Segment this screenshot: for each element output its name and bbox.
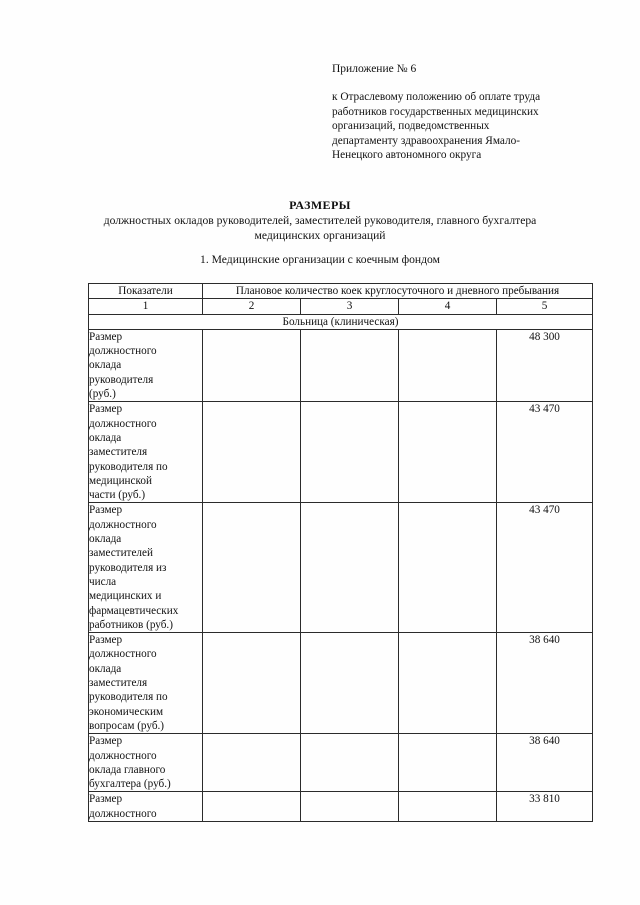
row-label-line: должностного — [89, 417, 157, 430]
row-label-line: руководителя из — [89, 561, 167, 574]
column-number-2: 2 — [203, 299, 301, 314]
row-label-line: заместителя — [89, 446, 148, 459]
row-label-line: должностного — [89, 749, 157, 762]
table-row — [89, 734, 593, 792]
row-label-line: должностного — [89, 807, 157, 820]
row-label — [89, 402, 203, 503]
row-label-line: экономическим — [89, 705, 164, 718]
appendix-body-line: к Отраслевому положению об оплате труда — [332, 91, 541, 103]
row-label — [89, 633, 203, 734]
row-value-col3 — [301, 402, 399, 503]
document-title: РАЗМЕРЫ — [289, 198, 351, 212]
appendix-body-line: работников государственных медицинских — [332, 105, 539, 118]
header-indicators: Показатели — [89, 284, 203, 299]
row-label-line: фармацевтических — [89, 604, 179, 617]
row-label-line: оклада — [89, 431, 122, 444]
row-label-line: оклада — [89, 359, 122, 372]
row-label-line: Размер — [89, 403, 123, 416]
table-row — [89, 792, 593, 822]
row-label-line: медицинских и — [89, 590, 162, 603]
row-label-line: должностного — [89, 518, 157, 531]
appendix-body-line: департаменту здравоохранения Ямало- — [332, 134, 521, 147]
row-value-col2 — [203, 402, 301, 503]
row-value-col4 — [399, 329, 497, 401]
row-label-line: медицинской — [89, 474, 152, 487]
document-subtitle — [0, 213, 640, 243]
row-value-col3 — [301, 503, 399, 633]
row-value-col5: 43 470 — [497, 503, 593, 633]
table-number-row — [89, 299, 593, 314]
table-row — [89, 329, 593, 401]
row-label-line: должностного — [89, 345, 157, 358]
table-body — [89, 314, 593, 821]
table-group-row — [89, 314, 593, 329]
row-value-col3 — [301, 329, 399, 401]
row-value-col3 — [301, 792, 399, 822]
row-value-col5: 33 810 — [497, 792, 593, 822]
document-title-block — [0, 197, 640, 243]
row-value-col3 — [301, 633, 399, 734]
column-number-1: 1 — [89, 299, 203, 314]
row-label-line: заместителя — [89, 677, 148, 690]
document-subtitle-line: должностных окладов руководителей, заместителей руководителя, главного бухгалтера — [103, 214, 537, 227]
row-value-col4 — [399, 402, 497, 503]
column-number-5: 5 — [497, 299, 593, 314]
row-label-line: оклада главного — [89, 763, 166, 776]
header-bed-count: Плановое количество коек круглосуточного и дневного пребывания — [203, 284, 593, 299]
row-label-line: части (руб.) — [89, 489, 146, 502]
section-heading: 1. Медицинские организации с коечным фондом — [200, 253, 440, 266]
row-value-col4 — [399, 734, 497, 792]
table-head — [89, 284, 593, 315]
row-label-line: Размер — [89, 735, 123, 748]
row-label-line: Размер — [89, 504, 123, 517]
row-label-line: заместителей — [89, 547, 153, 560]
row-value-col5: 38 640 — [497, 734, 593, 792]
appendix-body-line: организаций, подведомственных — [332, 120, 490, 133]
row-label-line: вопросам (руб.) — [89, 719, 165, 732]
row-label-line: Размер — [89, 330, 123, 343]
row-label-line: руководителя по — [89, 691, 168, 704]
table-header-row — [89, 284, 593, 299]
row-label-line: оклада — [89, 662, 122, 675]
document-subtitle-line: медицинских организаций — [254, 229, 386, 243]
row-label-line: руководителя по — [89, 460, 168, 473]
row-label-line: работников (руб.) — [89, 618, 173, 631]
row-label-line: Размер — [89, 793, 123, 806]
appendix-body — [332, 90, 584, 163]
row-label-line: числа — [89, 575, 117, 588]
row-label-line: оклада — [89, 533, 122, 546]
column-number-4: 4 — [399, 299, 497, 314]
row-label — [89, 503, 203, 633]
row-value-col4 — [399, 503, 497, 633]
appendix-reference-block — [332, 62, 584, 163]
row-label-line: Размер — [89, 634, 123, 647]
row-value-col2 — [203, 734, 301, 792]
row-label-line: (руб.) — [89, 388, 116, 401]
row-label — [89, 734, 203, 792]
salary-table — [88, 283, 593, 822]
column-number-3: 3 — [301, 299, 399, 314]
row-value-col2 — [203, 329, 301, 401]
row-value-col5: 43 470 — [497, 402, 593, 503]
table-row — [89, 633, 593, 734]
row-value-col3 — [301, 734, 399, 792]
row-value-col2 — [203, 503, 301, 633]
row-value-col4 — [399, 792, 497, 822]
row-label-line: руководителя — [89, 373, 154, 386]
row-value-col4 — [399, 633, 497, 734]
row-value-col2 — [203, 792, 301, 822]
row-value-col5: 48 300 — [497, 329, 593, 401]
row-value-col5: 38 640 — [497, 633, 593, 734]
table-row — [89, 503, 593, 633]
appendix-body-line: Ненецкого автономного округа — [332, 149, 482, 162]
row-label — [89, 792, 203, 822]
appendix-title: Приложение № 6 — [332, 63, 417, 75]
row-label-line: бухгалтера (руб.) — [89, 778, 171, 791]
table-row — [89, 402, 593, 503]
row-label-line: должностного — [89, 648, 157, 661]
row-label — [89, 329, 203, 401]
row-value-col2 — [203, 633, 301, 734]
group-label-hospital: Больница (клиническая) — [89, 314, 593, 329]
